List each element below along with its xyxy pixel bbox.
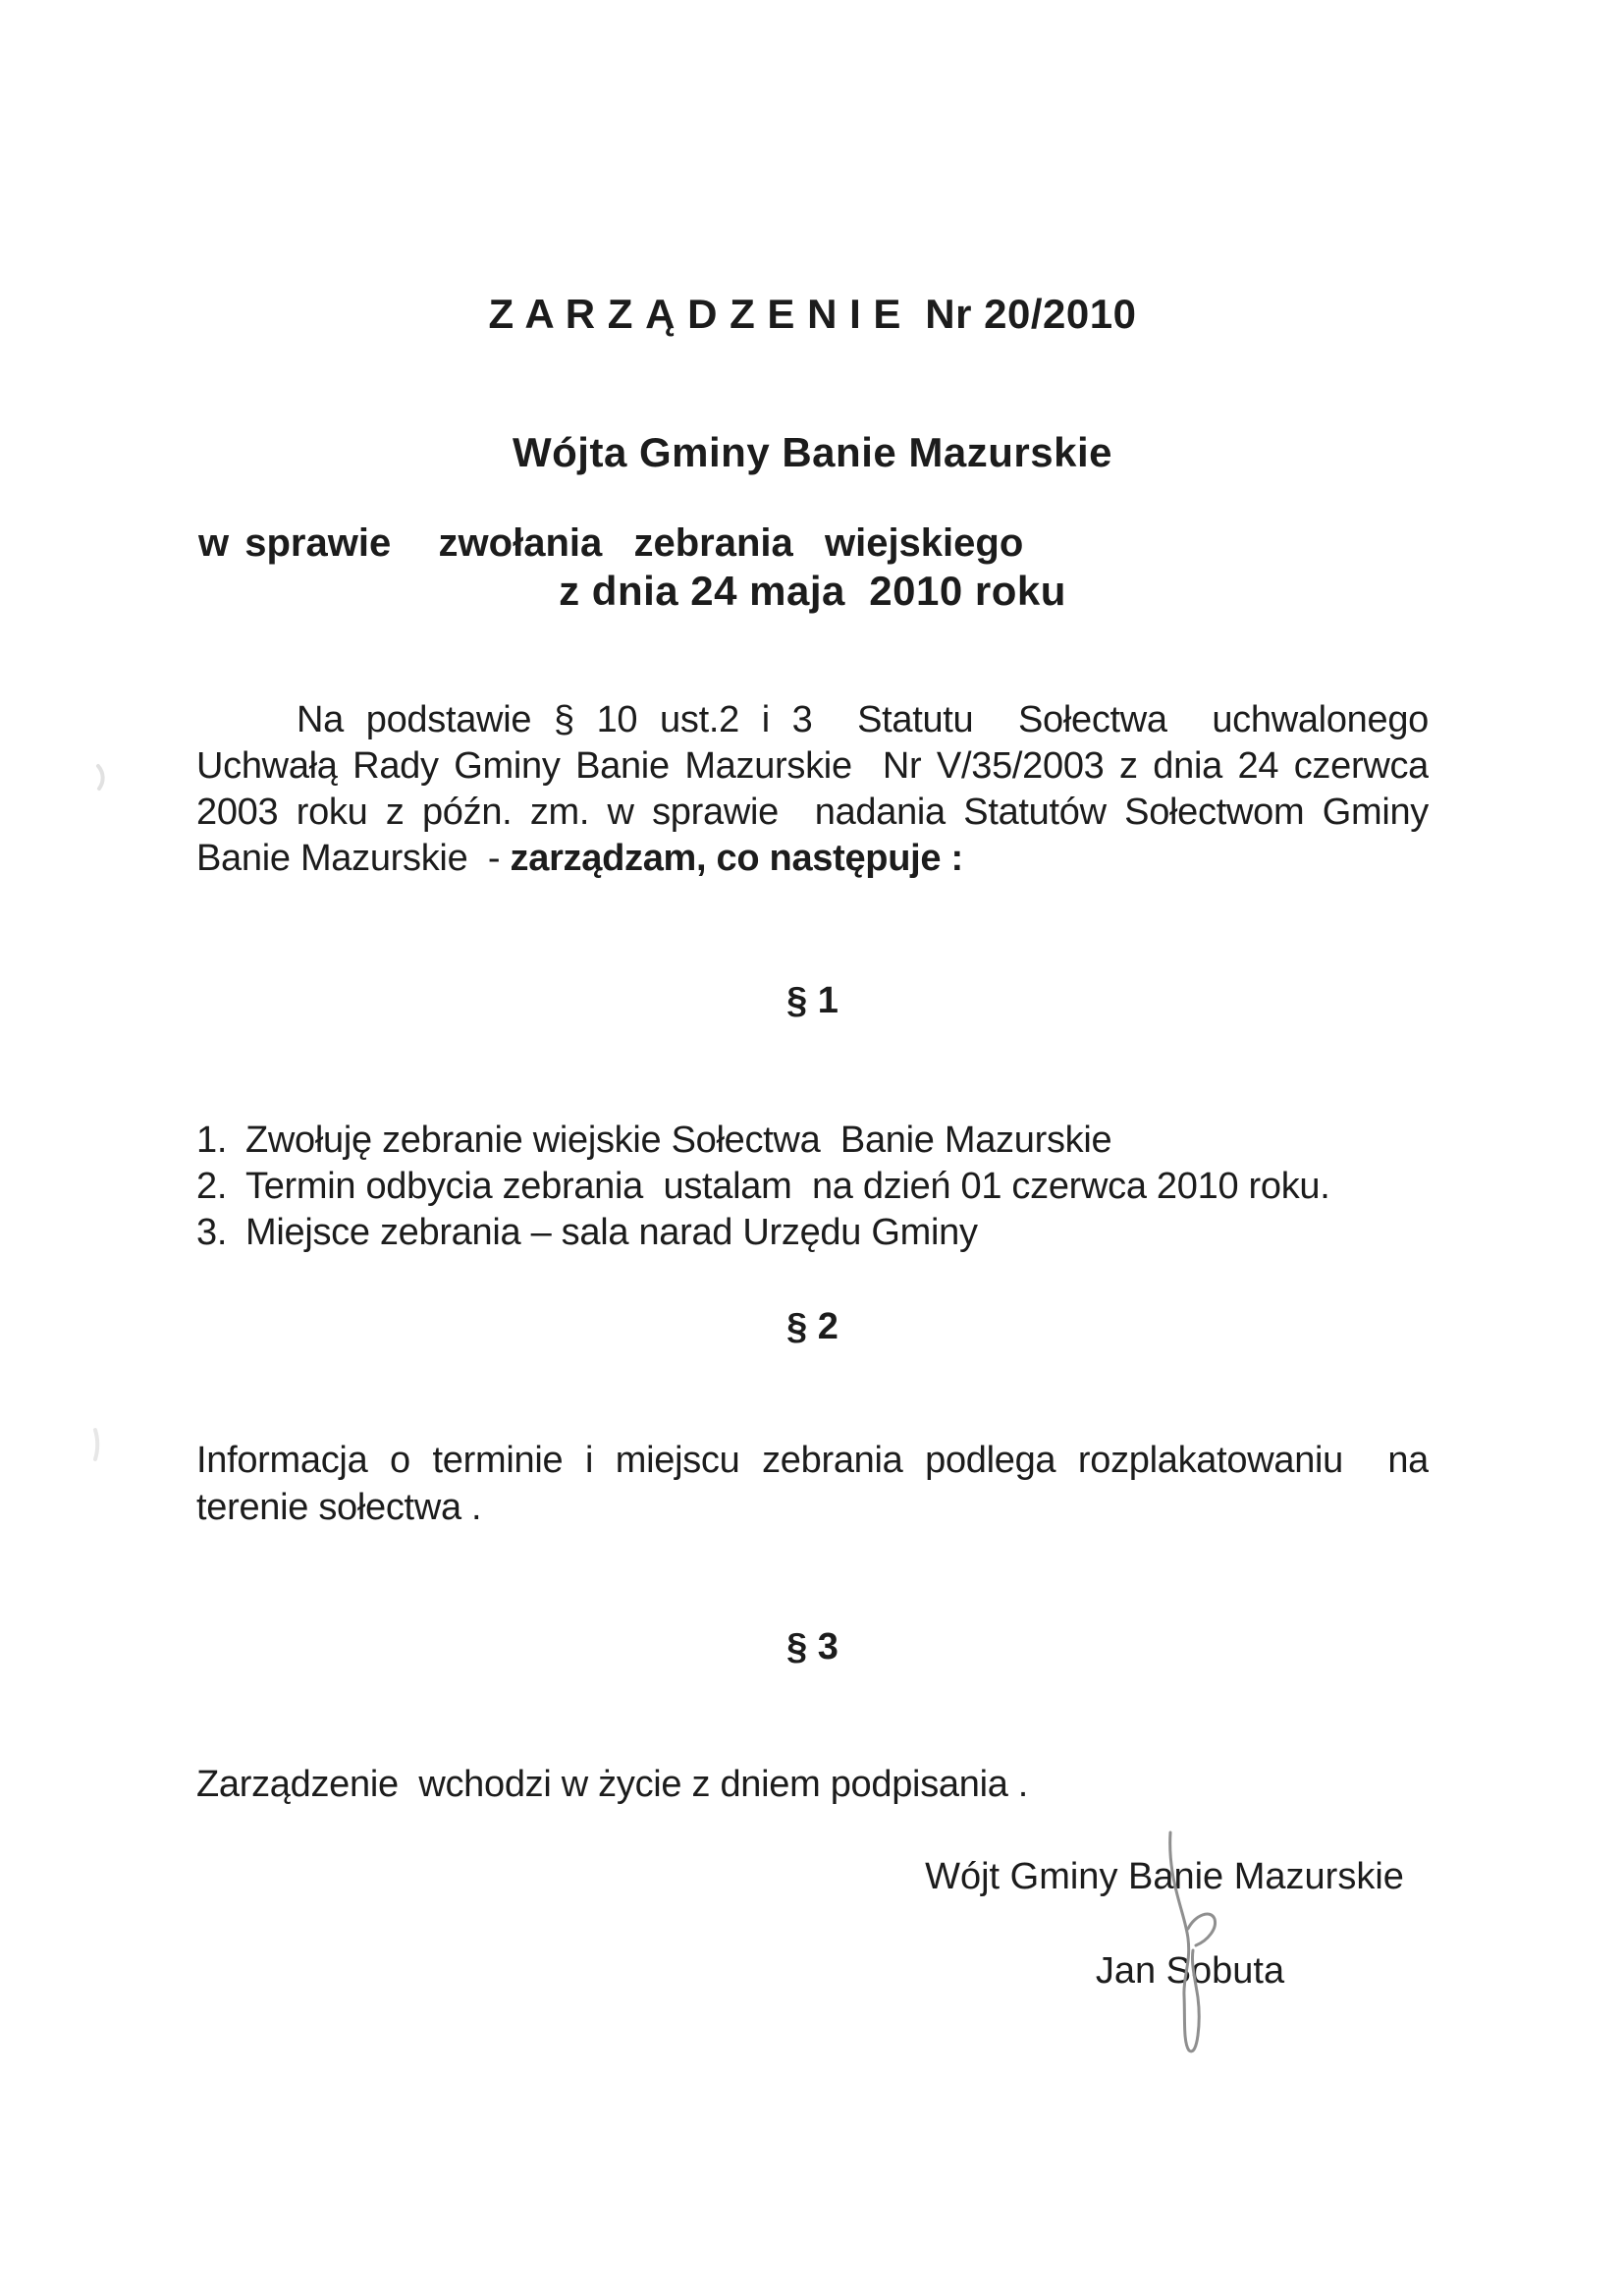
list-item-3-text: Miejsce zebrania – sala narad Urzędu Gminy	[245, 1212, 978, 1253]
legal-basis-line-4	[196, 836, 1429, 882]
legal-basis-line-4-bold: zarządzam, co następuje :	[510, 838, 963, 879]
scan-artifact	[95, 1430, 97, 1459]
list-item-2-text: Termin odbycia zebrania ustalam na dzień 01 czerwca 2010 roku.	[245, 1166, 1330, 1207]
posting-line-2: terenie sołectwa .	[196, 1487, 482, 1528]
legal-basis-line-1: Na podstawie § 10 ust.2 i 3 Statutu Sołectwa uchwalonego	[297, 699, 1429, 740]
subject-line: w sprawie zwołania zebrania wiejskiego	[198, 521, 1024, 565]
list-item-2-number: 2.	[196, 1166, 228, 1207]
posting-paragraph	[196, 1437, 1429, 1531]
signature-role: Wójt Gminy Banie Mazurskie	[925, 1856, 1404, 1897]
list-item-3-number: 3.	[196, 1212, 228, 1253]
legal-basis-line-4-normal: Banie Mazurskie -	[196, 838, 511, 879]
posting-line-1: Informacja o terminie i miejscu zebrania podlega rozplakatowaniu na	[196, 1440, 1429, 1481]
title-line-date: z dnia 24 maja 2010 roku	[559, 568, 1066, 614]
list-item-1-number: 1.	[196, 1120, 228, 1161]
legal-basis-paragraph	[196, 697, 1429, 882]
section-3-heading: § 3	[786, 1626, 839, 1667]
legal-basis-line-2: Uchwałą Rady Gminy Banie Mazurskie Nr V/35/2003 z dnia 24 czerwca	[196, 745, 1429, 787]
title-line-number: Z A R Z Ą D Z E N I E Nr 20/2010	[488, 291, 1137, 337]
signature-name: Jan Sobuta	[1095, 1950, 1285, 1992]
list-item-2	[196, 1164, 1473, 1210]
title-line-issuer: Wójta Gminy Banie Mazurskie	[513, 429, 1112, 475]
list-item-3	[196, 1210, 1473, 1256]
section-1-heading: § 1	[786, 980, 839, 1021]
ordinance-title	[196, 198, 1429, 706]
list-item-1-text: Zwołuję zebranie wiejskie Sołectwa Banie Mazurskie	[245, 1120, 1112, 1161]
list-item-1	[196, 1118, 1473, 1164]
effective-date-line: Zarządzenie wchodzi w życie z dniem podpisania .	[196, 1764, 1029, 1805]
scan-artifact	[98, 766, 103, 789]
legal-basis-line-3: 2003 roku z późn. zm. w sprawie nadania Statutów Sołectwom Gminy	[196, 792, 1429, 833]
handwritten-signature-curl	[1188, 1914, 1216, 1945]
section-2-heading: § 2	[786, 1306, 839, 1347]
resolution-list	[196, 1118, 1473, 1256]
